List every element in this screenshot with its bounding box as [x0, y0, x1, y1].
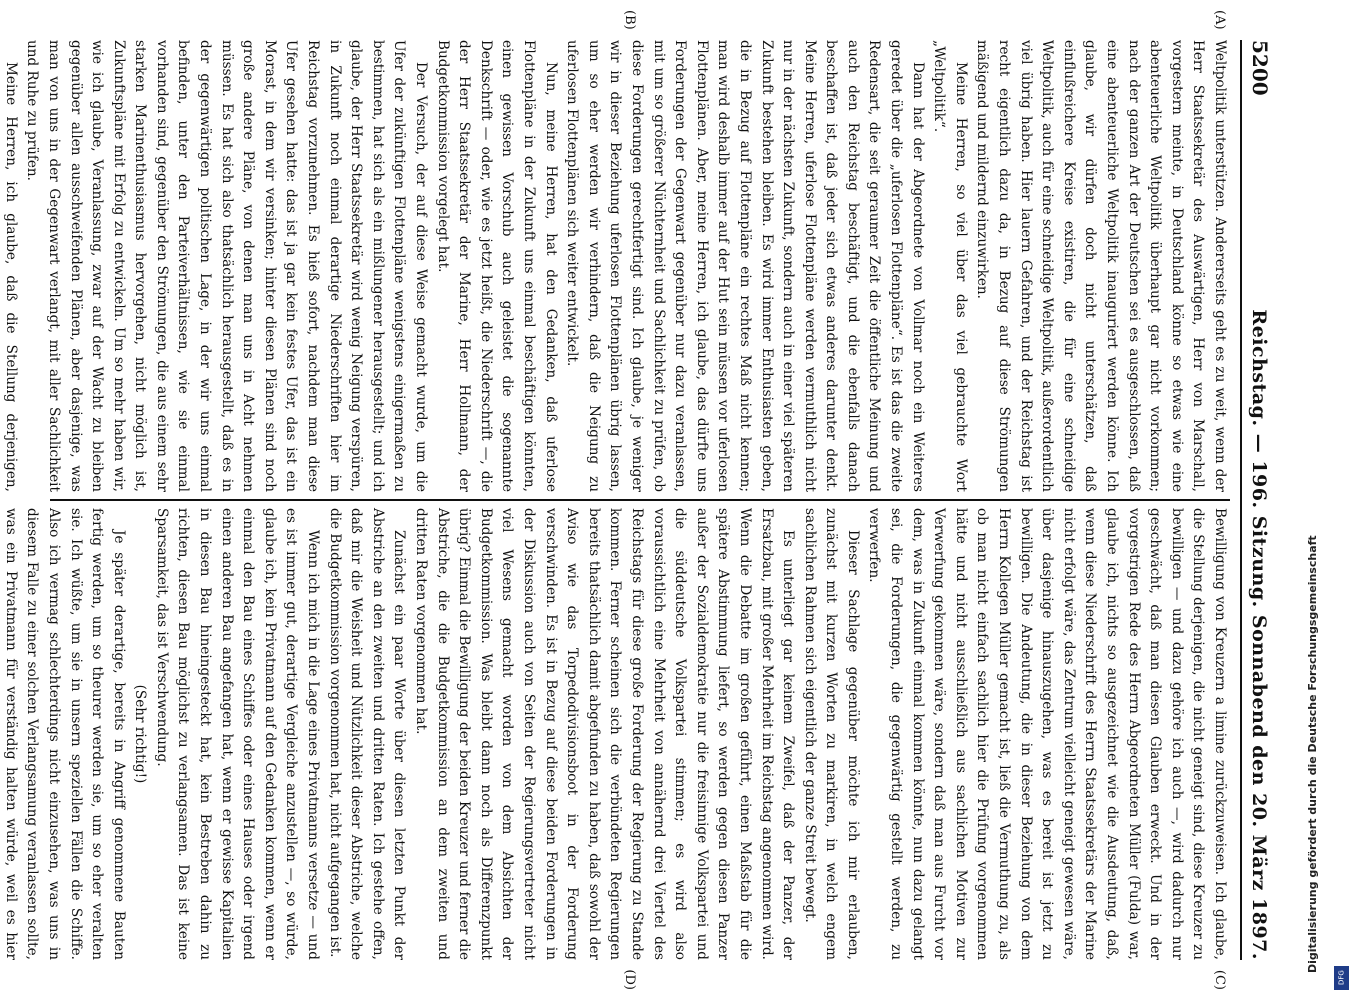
paragraph: Weltpolitik unterstützen. Andererseits geht es zu weit, wenn der Herr Staatssekretär des Auswärtigen, Herr von Marschall, vorgestern meinte, in Deutschland könne so etwas wie eine abenteuerliche Weltpolitik überhaupt gar nicht vorkommen; nach der ganzen Art der Deutschen sei es ausgeschlossen, daß eine abenteuerliche Weltpolitik inauguriert werden könne. Ich glaube, wir dürfen doch nicht unterschätzen, daß einflußreichere Kreise existiren, die für eine schneidige Weltpolitik, auch für eine schneidige Weltpolitik, außerordentlich viel übrig haben. Hier lauern Gefahren, und der Reichstag ist recht eigentlich dazu da, in Bezug auf diese Strömungen mäßigend und mildernd einzuwirken.	[974, 40, 1228, 492]
marker-a: (A)	[1212, 10, 1227, 30]
paragraph: Nun, meine Herren, hat den Gedanken, daß uferlose Flottenpläne in der Zukunft uns einmal beschäftigen könnten, einen gewissen Vorschub auch geleistet die sogenannte Denkschrift — oder, wie es jetzt heißt, die Niederschrift —, die der Herr Staatssekretär der Marine, Herr Hollmann, der Budgetkommission vorgelegt hat.	[434, 40, 559, 492]
paragraph: Der Versuch, der auf diese Weise gemacht wurde, um die Ufer der zukünftigen Flottenpläne wenigstens einigermaßen zu bestimmen, hat sich als ein mißlungener herausgestellt; und ich glaube, der Herr Staatssekretär wird wenig Neigung verspüren, in Zukunft noch einmal derartige Niederschriften hier im Reichstag vorzunehmen. Es hieß sofort, nachdem man diese Ufer gesehen hatte: das ist ja gar kein festes Ufer, das ist ein Morast, in dem wir versinken; hinter diesen Plänen sind noch große andere Pläne, von denen man uns in Acht nehmen müssen. Es hat sich also thatsächlich herausgestellt, daß es in der gegenwärtigen politischen Lage, in der wir uns einmal befinden, unter den Parteiverhältnissen, wie sie einmal vorhanden sind, gegenüber den Strömungen, die aus einem sehr starken Marinenthusiasmus hervorgehen, nicht möglich ist, Zukunftspläne mit Erfolg zu entwickeln. Um so mehr haben wir, wie ich glaube, Veranlassung, zwar auf der Wacht zu bleiben gegenüber allen ausschweifenden Plänen, aber dasjenige, was man von uns in der Gegenwart verlangt, mit aller Sachlichkeit und Ruhe zu prüfen.	[24, 40, 430, 492]
dfg-logo: DFG	[1334, 966, 1349, 990]
marker-d: (D)	[622, 969, 637, 990]
paragraph: Dann hat der Abgeordnete von Vollmar noch ein Weiteres geredet über die „uferlosen Flottenpläne“. Es ist das die zweite Redensart, die seit geraumer Zeit die öffentliche Meinung und auch den Reichstag beschäftigt, und die ebenfalls danach beschaffen ist, daß jeder sich etwas anderes darunter denkt. Meine Herren, uferlose Flottenpläne werden vermuthlich nicht nur in der nächsten Zukunft, sondern auch in einer viel späteren Zukunft bestehen bleiben. Es wird immer Enthusiasten geben, die in Bezug auf Flottenpläne ein rechtes Maß nicht kennen; man wird deshalb immer auf der Hut sein müssen vor uferlosen Flottenplänen. Aber, meine Herren, ich glaube, das dürfte uns Forderungen der Gegenwart gegenüber nur dazu veranlassen, mit um so größerer Nüchternheit und Sachlichkeit zu prüfen, ob diese Forderungen gerechtfertigt sind. Ich glaube, je weniger wir in dieser Beziehung uferlosen Flottenplänen übrig lassen, um so eher werden wir verhindern, daß die Neigung zu uferlosen Flottenplänen sich weiter entwickelt.	[564, 40, 926, 492]
right-column	[2, 508, 1230, 990]
paragraph: Bewilligung von Kreuzern a limine zurückzuweisen. Ich glaube, die Stellung derjenigen, die nicht geneigt sind, diese Kreuzer zu bewilligen — und dazu gehöre ich auch —, wird dadurch nur geschwächt, daß man diesen Glauben erweckt. Und in der vorgestrigen Rede des Herrn Abgeordneten Müller (Fulda) war, glaube ich, nichts so ausgezeichnet wie die Ausdeutung, daß, wenn diese Niederschrift des Herrn Staatssekretärs der Marine nicht erfolgt wäre, das Zentrum vielleicht geneigt gewesen wäre, über dasjenige hinauszugehen, was es bereit ist jetzt zu bewilligen. Die Andeutung, die in dieser Beziehung von dem Herrn Kollegen Müller gemacht ist, ließ die Vermuthung zu, als ob man nicht einfach sachlich hier die Prüfung vorgenommen hätte und nicht ausschließlich aus sachlichen Motiven zur Verwerfung gekommen wäre, sondern daß man aus Furcht vor dem, was in Zukunft einmal kommen könnte, nun dazu gelangt sei, die Forderungen, die gegenwärtig gestellt werden, zu verwerfen.	[866, 508, 1228, 960]
paragraph: Meine Herren, so viel über das viel gebrauchte Wort „Weltpolitik“.	[931, 40, 969, 492]
paragraph: Wenn ich mich in die Lage eines Privatmanns versetze — und es ist immer gut, derartige Vergleiche anzustellen —, so würde, glaube ich, kein Privatmann auf den Gedanken kommen, wenn er einmal den Bau eines Schiffes oder eines Hauses oder irgend einen anderen Bau angefangen hat, wenn er gewisse Kapitalien in diesen Bau hineingesteckt hat, kein Bestreben dahin zu richten, diesen Bau möglichst zu verlangsamen. Das ist keine Sparsamkeit, das ist Verschwendung.	[153, 508, 322, 960]
paragraph: Zunächst ein paar Worte über diesen letzten Punkt der Abstriche an den zweiten und dritten Raten. Ich gestehe offen, daß mir die Weisheit und Nützlichkeit dieser Abstriche, welche die Budgetkommission vorgenommen hat, nicht aufgegangen ist.	[326, 508, 408, 960]
marker-c: (C)	[1212, 969, 1227, 990]
page-number: 5200	[1248, 40, 1272, 96]
column-divider	[50, 499, 1230, 501]
interjection: (Sehr richtig!)	[132, 684, 149, 784]
paragraph: Es unterliegt gar keinem Zweifel, daß der Panzer, der Ersatzbau, mit großer Mehrheit im Reichstag angenommen wird. Wenn die Debatte im großen geführt, einen Maßstab für die spätere Abstimmung liefert, so werden gegen diesen Panzer außer der Sozialdemokratie nur die freisinnige Volkspartei und die süddeutsche Volkspartei stimmen; es wird also voraussichtlich eine Mehrheit von annähernd drei Viertel des Reichstags für diese große Forderung der Regierung zu Stande kommen. Ferner scheinen sich die verbündeten Regierungen bereits thatsächlich damit abgefunden zu haben, daß sowohl der Aviso wie das Torpedodivisionsboot in der Forderung verschwinden. Es ist in Bezug auf diese beiden Forderungen in der Diskussion auch von Seiten der Regierungsvertreter nicht viel Wesens gemacht worden von dem Absichten der Budgetkommission. Was bleibt dann noch als Differenzpunkt übrig? Einmal die Bewilligung der beiden Kreuzer und ferner die Abstriche, die die Budgetkommission an dem zweiten und dritten Raten vorgenommen hat.	[413, 508, 797, 960]
marker-b: (B)	[622, 10, 637, 30]
paragraph: Je später derartige, bereits in Angriff genommene Bauten fertig werden, um so theurer werden sie, um so eher veralten sie. Ich wüßte, um sie in unsern speziellen Fällen die Schiffe. Also ich vermag schlechterdings nicht einzusehen, was uns in diesem Falle zu einer solchen Verlangsamung veranlassen sollte, was ein Privatmann für verständig halten würde, weil es hier	[2, 508, 127, 960]
text-columns	[2, 10, 1230, 990]
attribution-text: Digitalisierung gefördert durch die Deutsche Forschungsgemeinschaft	[1306, 535, 1319, 973]
digitization-sidebar	[1300, 0, 1353, 1000]
paragraph: Meine Herren, ich glaube, daß die Stellung derjenigen,	[2, 62, 19, 492]
page-title: Reichstag. — 196. Sitzung. Sonnabend den 20. März 1897.	[1248, 309, 1270, 960]
page-header	[1240, 40, 1272, 960]
paragraph: Dieser Sachlage gegenüber möchte ich mir erlauben, zunächst mit kurzen Worten zu markiren, in welch engem sachlichen Rahmen sich eigentlich der ganze Streit bewegt.	[801, 508, 861, 960]
left-column	[2, 10, 1230, 492]
